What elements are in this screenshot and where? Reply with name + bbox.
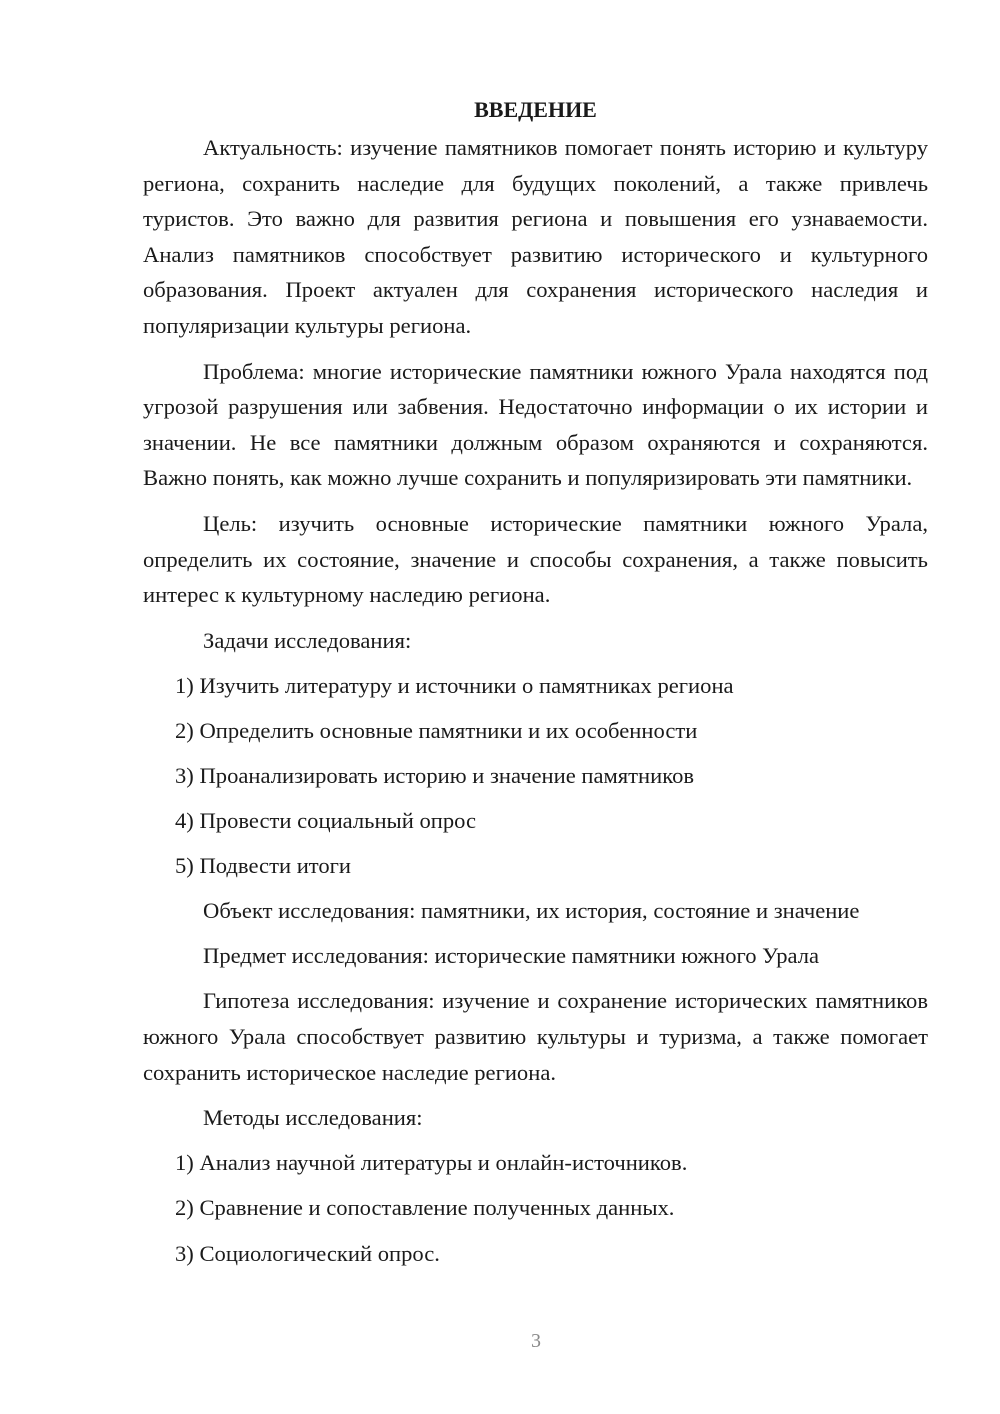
task-item-1: 1) Изучить литературу и источники о памятниках региона bbox=[175, 672, 734, 698]
task-item-2: 2) Определить основные памятники и их особенности bbox=[175, 717, 698, 743]
problem-paragraph: Проблема: многие исторические памятники южного Урала находятся под угрозой разрушения или забвения. Недостаточно информации о их истории и значении. Не все памятники должным образом охраняются и сохраняются. Важно понять, как можно лучше сохранить и популяризировать эти памятники. bbox=[143, 358, 928, 491]
research-subject: Предмет исследования: исторические памятники южного Урала bbox=[203, 943, 820, 969]
method-item-2: 2) Сравнение и сопоставление полученных данных. bbox=[175, 1195, 675, 1221]
method-item-3: 3) Социологический опрос. bbox=[175, 1240, 440, 1266]
tasks-heading: Задачи исследования: bbox=[203, 627, 412, 653]
hypothesis-paragraph: Гипотеза исследования: изучение и сохранение исторических памятников южного Урала способствует развитию культуры и туризма, а также помогает сохранить историческое наследие региона. bbox=[143, 988, 928, 1085]
task-item-3: 3) Проанализировать историю и значение памятников bbox=[175, 763, 695, 788]
relevance-paragraph: Актуальность: изучение памятников помогает понять историю и культуру региона, сохранить наследие для будущих поколений, а также привлечь туристов. Это важно для развития региона и повышения его узнаваемости. Анализ памятников способствует развитию исторического и культурного образования. Проект актуален для сохранения исторического наследия и популяризации культуры региона. bbox=[143, 135, 928, 338]
method-item-1: 1) Анализ научной литературы и онлайн-источников. bbox=[175, 1150, 688, 1176]
document-page bbox=[143, 92, 928, 1281]
goal-paragraph: Цель: изучить основные исторические памятники южного Урала, определить их состояние, значение и способы сохранения, а также повысить интерес к культурному наследию региона. bbox=[143, 510, 928, 608]
task-item-4: 4) Провести социальный опрос bbox=[175, 808, 477, 834]
page-number: 3 bbox=[531, 1330, 541, 1352]
methods-heading: Методы исследования: bbox=[203, 1105, 423, 1131]
task-item-5: 5) Подвести итоги bbox=[175, 853, 352, 879]
page-title: ВВЕДЕНИЕ bbox=[474, 97, 597, 122]
research-object: Объект исследования: памятники, их история, состояние и значение bbox=[203, 898, 860, 924]
